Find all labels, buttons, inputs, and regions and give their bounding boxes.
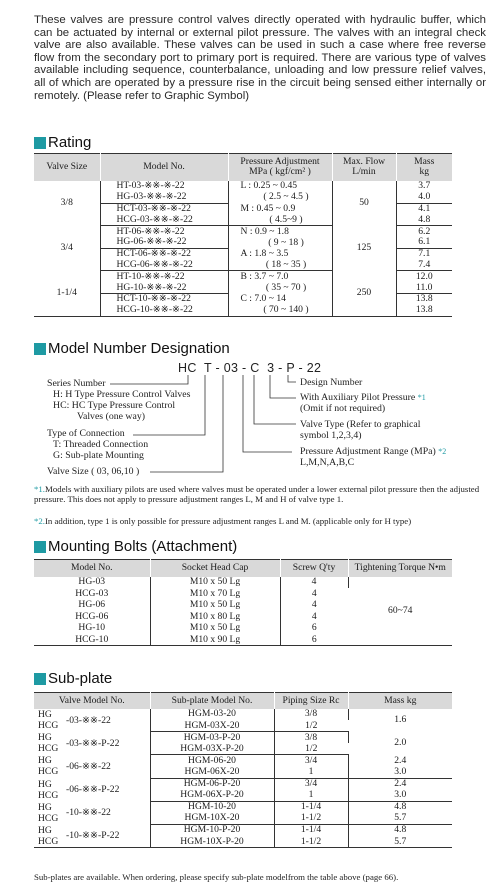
- piping-size-cell: 1-1/2: [274, 813, 348, 825]
- mass-cell: 5.7: [348, 836, 452, 848]
- pressure-cell: B : 3.7 ~ 7.0: [228, 271, 332, 282]
- pressure-cell: A : 1.8 ~ 3.5: [228, 248, 332, 259]
- piping-size-cell: 3/4: [274, 755, 348, 767]
- piping-size-cell: 1: [274, 790, 348, 802]
- pressure-cell: ( 9 ~ 18 ): [228, 237, 332, 248]
- header-piping-size: Piping Size Rc: [274, 693, 348, 709]
- valve-model-hcg: HCG: [38, 812, 59, 824]
- table-row: [34, 732, 452, 744]
- header-model-no: Model No.: [34, 560, 150, 577]
- valve-model-hg: HG: [38, 778, 52, 790]
- model-no-cell: HG-06: [34, 600, 150, 612]
- subplate-table: [34, 692, 452, 848]
- mass-cell: 5.7: [348, 813, 452, 825]
- subplate-heading: [34, 671, 112, 687]
- model-no-cell: HCG-06: [34, 611, 150, 623]
- model-no-cell: HCG-06-※※-※-22: [100, 260, 228, 271]
- table-row: [34, 824, 452, 836]
- section-marker-icon: [34, 541, 46, 553]
- subplate-model-cell: HGM-10-P-20: [150, 824, 274, 836]
- valve-model-hcg: HCG: [38, 720, 59, 732]
- model-no-cell: HT-06-※※-※-22: [100, 226, 228, 237]
- pressure-cell: N : 0.9 ~ 1.8: [228, 226, 332, 237]
- piping-size-cell: 1-1/4: [274, 824, 348, 836]
- valve-model-hg: HG: [38, 824, 52, 836]
- screw-qty-cell: 4: [311, 599, 317, 611]
- table-row: [34, 709, 452, 721]
- label-valve-type: Valve Type (Refer to graphical symbol 1,2,3,4): [300, 419, 421, 441]
- socket-head-cap-cell: M10 x 80 Lg: [150, 611, 280, 623]
- subplate-model-cell: HGM-06-P-20: [150, 778, 274, 790]
- valve-model-hg: HG: [38, 801, 52, 813]
- valve-model-hcg: HCG: [38, 835, 59, 847]
- table-row: [34, 755, 452, 767]
- pressure-cell: C : 7.0 ~ 14: [228, 293, 332, 304]
- mass-cell: 7.4: [396, 260, 452, 271]
- mass-cell: 12.0: [415, 270, 433, 282]
- header-torque: Tightening Torque N•m: [348, 560, 452, 577]
- mass-cell: 4.8: [394, 824, 407, 836]
- screw-qty-cell: 4: [280, 577, 348, 589]
- valve-model-cell: [34, 778, 150, 801]
- mass-cell: 2.4: [394, 778, 407, 790]
- valve-model-suffix: -03-※※-P-22: [66, 737, 120, 749]
- subplate-model-cell: HGM-03-20: [150, 709, 274, 721]
- piping-size-cell: 1-1/2: [274, 836, 348, 848]
- intro-paragraph: These valves are pressure control valves directly operated with hydraulic buffer, which can be actuated by internal or external pilot pressure. The valves with an integral check valve are also available. These valves can be used in such a case where free reverse flow from the secondary port to primary port is required. There are various type of valves available including sequence, counterbalance, unloading and low pressure relief valves, all of which are operated by a pressure rise in the circuit being sensed either internally or remotely. (Please refer to Graphic Symbol): [34, 14, 486, 102]
- model-no-cell: HT-10-※※-※-22: [100, 271, 228, 282]
- screw-qty-cell: 4: [311, 587, 317, 599]
- mass-cell: 4.8: [396, 214, 452, 225]
- model-no-cell: HCT-03-※※-※-22: [100, 203, 228, 214]
- valve-model-suffix: -03-※※-22: [66, 714, 111, 726]
- model-no-cell: HG-06-※※-※-22: [100, 237, 228, 248]
- valve-size-cell: 1-1/4: [34, 271, 100, 316]
- model-code: HC T - 03 - C 3 - P - 22: [178, 361, 322, 375]
- table-header-row: [34, 693, 452, 709]
- valve-model-suffix: -06-※※-22: [66, 760, 111, 772]
- valve-size-cell: 3/4: [34, 226, 100, 271]
- valve-model-hg: HG: [38, 709, 52, 721]
- socket-head-cap-cell: M10 x 50 Lg: [150, 577, 280, 589]
- mass-cell: 7.1: [418, 248, 431, 260]
- header-subplate-model: Sub-plate Model No.: [150, 693, 274, 709]
- socket-head-cap-cell: M10 x 70 Lg: [150, 588, 280, 600]
- header-valve-size: Valve Size: [34, 154, 100, 181]
- designation-note-1: *1.Models with auxiliary pilots are used where valves must be operated under a lower external pilot pressure then the adjusted pressure. This does not apply to pressure adjustment ranges L, M and H of valve type 1.: [34, 484, 480, 504]
- socket-head-cap-cell: M10 x 90 Lg: [150, 634, 280, 646]
- subplate-footnote: Sub-plates are available. When ordering, please specify sub-plate modelfrom the table above (page 66).: [34, 872, 399, 882]
- label-series: Series Number H: H Type Pressure Control Valves HC: HC Type Pressure Control Valves (one way): [47, 378, 191, 422]
- mass-cell: 11.0: [396, 282, 452, 293]
- valve-model-cell: [34, 824, 150, 847]
- label-valve-size: Valve Size ( 03, 06,10 ): [47, 466, 140, 477]
- model-no-cell: HCG-10-※※-※-22: [100, 305, 228, 316]
- bolts-heading: [34, 539, 237, 555]
- max-flow-cell: 125: [332, 226, 396, 271]
- model-no-cell: HCG-03: [34, 588, 150, 600]
- valve-model-hcg: HCG: [38, 789, 59, 801]
- pressure-cell: M : 0.45 ~ 0.9: [228, 203, 332, 214]
- label-aux-pilot: With Auxiliary Pilot Pressure *1 (Omit if not required): [300, 392, 426, 414]
- label-connection: Type of Connection T: Threaded Connection G: Sub-plate Mounting: [47, 428, 149, 461]
- section-marker-icon: [34, 673, 46, 685]
- valve-size-cell: 3/8: [34, 181, 100, 226]
- header-socket-head-cap: Socket Head Cap: [150, 560, 280, 577]
- torque-cell: 60~74: [388, 604, 413, 616]
- valve-model-hg: HG: [38, 755, 52, 767]
- mass-cell: 13.8: [396, 305, 452, 316]
- valve-model-suffix: -06-※※-P-22: [66, 784, 120, 796]
- label-pressure-range: Pressure Adjustment Range (MPa) *2 L,M,N,A,B,C: [300, 446, 447, 468]
- mass-cell: 4.0: [396, 192, 452, 203]
- header-valve-model: Valve Model No.: [34, 693, 150, 709]
- designation-note-2: *2.In addition, type 1 is only possible for pressure adjustment ranges L and M. (applicable only for H type): [34, 516, 412, 526]
- header-mass: Mass kg: [348, 693, 452, 709]
- pressure-cell: ( 2.5 ~ 4.5 ): [228, 192, 332, 203]
- mass-cell: 6.1: [396, 237, 452, 248]
- label-design-number: Design Number: [300, 377, 363, 388]
- model-no-cell: HCT-10-※※-※-22: [100, 293, 228, 304]
- model-no-cell: HCT-06-※※-※-22: [100, 248, 228, 259]
- subplate-model-cell: HGM-06X-P-20: [150, 790, 274, 802]
- model-no-cell: HG-10-※※-※-22: [100, 282, 228, 293]
- valve-model-cell: [34, 755, 150, 778]
- mass-cell: 2.0: [394, 737, 407, 749]
- header-model-no: Model No.: [100, 154, 228, 181]
- subplate-model-cell: HGM-06-20: [150, 755, 274, 767]
- mass-cell: 3.0: [348, 790, 452, 802]
- piping-size-cell: 1-1/4: [274, 801, 348, 813]
- model-no-cell: HG-03-※※-※-22: [100, 192, 228, 203]
- pressure-cell: ( 4.5~9 ): [228, 214, 332, 225]
- header-mass: Mass kg: [396, 154, 452, 181]
- valve-model-hcg: HCG: [38, 743, 59, 755]
- section-title: Rating: [48, 134, 92, 151]
- header-pressure: Pressure Adjustment MPa ( kgf/cm² ): [228, 154, 332, 181]
- subplate-model-cell: HGM-10-20: [150, 801, 274, 813]
- max-flow-cell: 50: [332, 181, 396, 226]
- mass-cell: 4.1: [418, 202, 431, 214]
- valve-model-hg: HG: [38, 732, 52, 744]
- pressure-cell: ( 18 ~ 35 ): [228, 260, 332, 271]
- subplate-model-cell: HGM-10X-P-20: [150, 836, 274, 848]
- socket-head-cap-cell: M10 x 50 Lg: [150, 623, 280, 635]
- piping-size-cell: 1/2: [274, 743, 348, 755]
- subplate-model-cell: HGM-03-P-20: [150, 732, 274, 744]
- valve-model-cell: [34, 801, 150, 824]
- header-screw-qty: Screw Q'ty: [280, 560, 348, 577]
- subplate-model-cell: HGM-03X-P-20: [150, 743, 274, 755]
- piping-size-cell: 3/4: [274, 778, 348, 790]
- model-no-cell: HCG-03-※※-※-22: [100, 214, 228, 225]
- piping-size-cell: 3/8: [274, 709, 348, 721]
- model-no-cell: HCG-10: [34, 634, 150, 646]
- screw-qty-cell: 6: [311, 622, 317, 634]
- model-no-cell: HG-10: [34, 623, 150, 635]
- subplate-model-cell: HGM-03X-20: [150, 720, 274, 732]
- section-title: Mounting Bolts (Attachment): [48, 538, 238, 555]
- valve-model-cell: [34, 732, 150, 755]
- table-row: [34, 577, 452, 589]
- mass-cell: 6.2: [418, 225, 431, 237]
- screw-qty-cell: 4: [311, 610, 317, 622]
- piping-size-cell: 3/8: [274, 732, 348, 744]
- piping-size-cell: 1: [274, 766, 348, 778]
- mass-cell: 4.8: [394, 801, 407, 813]
- valve-model-hcg: HCG: [38, 766, 59, 778]
- bolts-table: [34, 559, 452, 646]
- section-title: Model Number Designation: [48, 340, 230, 357]
- section-title: Sub-plate: [48, 670, 113, 687]
- valve-model-suffix: -10-※※-22: [66, 807, 111, 819]
- pressure-cell: ( 70 ~ 140 ): [228, 305, 332, 316]
- model-no-cell: HT-03-※※-※-22: [100, 181, 228, 192]
- header-flow: Max. Flow L/min: [332, 154, 396, 181]
- piping-size-cell: 1/2: [274, 720, 348, 732]
- subplate-model-cell: HGM-06X-20: [150, 766, 274, 778]
- table-row: [34, 778, 452, 790]
- mass-cell: 3.7: [418, 180, 431, 192]
- max-flow-cell: 250: [332, 271, 396, 316]
- subplate-model-cell: HGM-10X-20: [150, 813, 274, 825]
- model-no-cell: HG-03: [34, 577, 150, 589]
- mass-cell: 3.0: [348, 766, 452, 778]
- pressure-cell: L : 0.25 ~ 0.45: [228, 181, 332, 192]
- table-row: [34, 801, 452, 813]
- pressure-cell: ( 35 ~ 70 ): [228, 282, 332, 293]
- mass-cell: 2.4: [394, 754, 407, 766]
- screw-qty-cell: 6: [311, 633, 317, 645]
- mass-cell: 13.8: [415, 293, 433, 305]
- socket-head-cap-cell: M10 x 50 Lg: [150, 600, 280, 612]
- valve-model-suffix: -10-※※-P-22: [66, 830, 120, 842]
- table-header-row: [34, 560, 452, 577]
- valve-model-cell: [34, 709, 150, 732]
- mass-cell: 1.6: [394, 714, 407, 726]
